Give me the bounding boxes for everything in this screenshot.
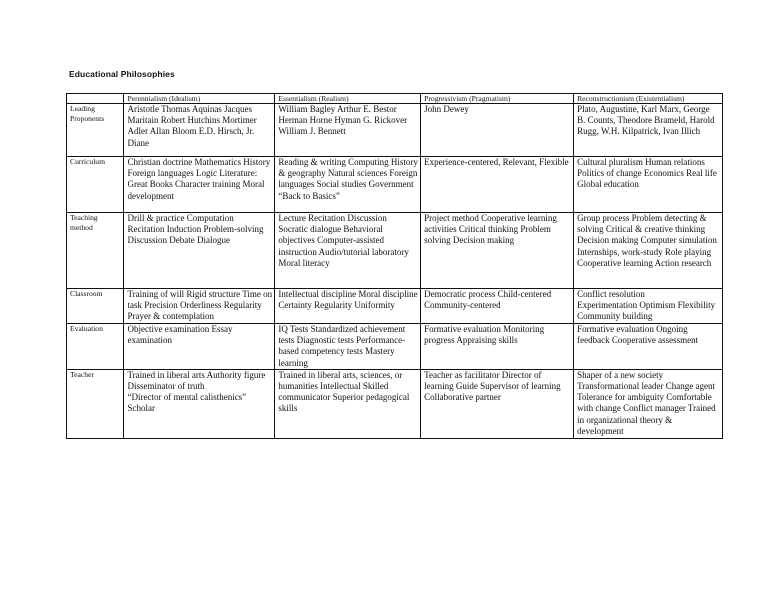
table-cell: Shaper of a new society Transformational leader Change agent Tolerance for ambiguity Comfortable with change Conflict manager Trained in organizational theory & development bbox=[574, 369, 723, 438]
table-cell: Intellectual discipline Moral discipline Certainty Regularity Uniformity bbox=[275, 289, 421, 324]
table-cell: Plato, Augustine, Karl Marx, George B. Counts, Theodore Brameld, Harold Rugg, W.H. Kilpatrick, Ivan Illich bbox=[574, 104, 723, 157]
table-cell: Aristotle Thomas Aquinas Jacques Maritain Robert Hutchins Mortimer Adler Allan Bloom E.D. Hirsch, Jr. Diane bbox=[124, 104, 275, 157]
table-row-teaching-method bbox=[67, 213, 723, 289]
row-label: Classroom bbox=[67, 289, 124, 324]
table-cell: Experience-centered, Relevant, Flexible bbox=[421, 157, 574, 213]
table-cell: Lecture Recitation Discussion Socratic dialogue Behavioral objectives Computer-assisted instruction Audio/tutorial laboratory Moral literacy bbox=[275, 213, 421, 289]
table-row-curriculum bbox=[67, 157, 723, 213]
table-row-evaluation bbox=[67, 324, 723, 370]
table-cell: Project method Cooperative learning activities Critical thinking Problem solving Decision making bbox=[421, 213, 574, 289]
table-cell: Formative evaluation Ongoing feedback Cooperative assessment bbox=[574, 324, 723, 370]
row-label: Teacher bbox=[67, 369, 124, 438]
table-cell: Teacher as facilitator Director of learning Guide Supervisor of learning Collaborative partner bbox=[421, 369, 574, 438]
philosophies-table bbox=[66, 93, 723, 439]
table-cell: Trained in liberal arts, sciences, or humanities Intellectual Skilled communicator Superior pedagogical skills bbox=[275, 369, 421, 438]
table-cell: Drill & practice Computation Recitation Induction Problem-solving Discussion Debate Dialogue bbox=[124, 213, 275, 289]
table-cell: Conflict resolution Experimentation Optimism Flexibility Community building bbox=[574, 289, 723, 324]
table-cell: IQ Tests Standardized achievement tests Diagnostic tests Performance-based competency tests Mastery learning bbox=[275, 324, 421, 370]
header-progressivism: Progressivism (Pragmatism) bbox=[421, 94, 574, 104]
table-cell: Training of will Rigid structure Time on task Precision Orderliness Regularity Prayer & contemplation bbox=[124, 289, 275, 324]
table-cell: Formative evaluation Monitoring progress Appraising skills bbox=[421, 324, 574, 370]
row-label: Teaching method bbox=[67, 213, 124, 289]
table-header-row bbox=[67, 94, 723, 104]
row-label: Evaluation bbox=[67, 324, 124, 370]
table-cell: Cultural pluralism Human relations Politics of change Economics Real life Global education bbox=[574, 157, 723, 213]
table-row-teacher bbox=[67, 369, 723, 438]
header-essentialism: Essentialism (Realism) bbox=[275, 94, 421, 104]
table-cell: Objective examination Essay examination bbox=[124, 324, 275, 370]
table-row-classroom bbox=[67, 289, 723, 324]
table-cell: Democratic process Child-centered Community-centered bbox=[421, 289, 574, 324]
table-row-leading-proponents bbox=[67, 104, 723, 157]
table-cell: John Dewey bbox=[421, 104, 574, 157]
table-cell: William Bagley Arthur E. Bestor Herman Horne Hyman G. Rickover William J. Bennett bbox=[275, 104, 421, 157]
row-label: Curriculum bbox=[67, 157, 124, 213]
table-cell: Reading & writing Computing History & geography Natural sciences Foreign languages Social studies Government “Back to Basics” bbox=[275, 157, 421, 213]
header-cell-empty bbox=[67, 94, 124, 104]
row-label: Leading Proponents bbox=[67, 104, 124, 157]
header-reconstructionism: Reconstructionism (Existentialism) bbox=[574, 94, 723, 104]
table-cell: Christian doctrine Mathematics History Foreign languages Logic Literature: Great Books Character training Moral development bbox=[124, 157, 275, 213]
document-title: Educational Philosophies bbox=[69, 69, 175, 79]
table-cell: Group process Problem detecting & solving Critical & creative thinking Decision making Computer simulation Internships, work-study Role playing Cooperative learning Action research bbox=[574, 213, 723, 289]
table-cell: Trained in liberal arts Authority figure Disseminator of truth “Director of mental calisthenics” Scholar bbox=[124, 369, 275, 438]
header-perennialism: Perennialism (Idealism) bbox=[124, 94, 275, 104]
